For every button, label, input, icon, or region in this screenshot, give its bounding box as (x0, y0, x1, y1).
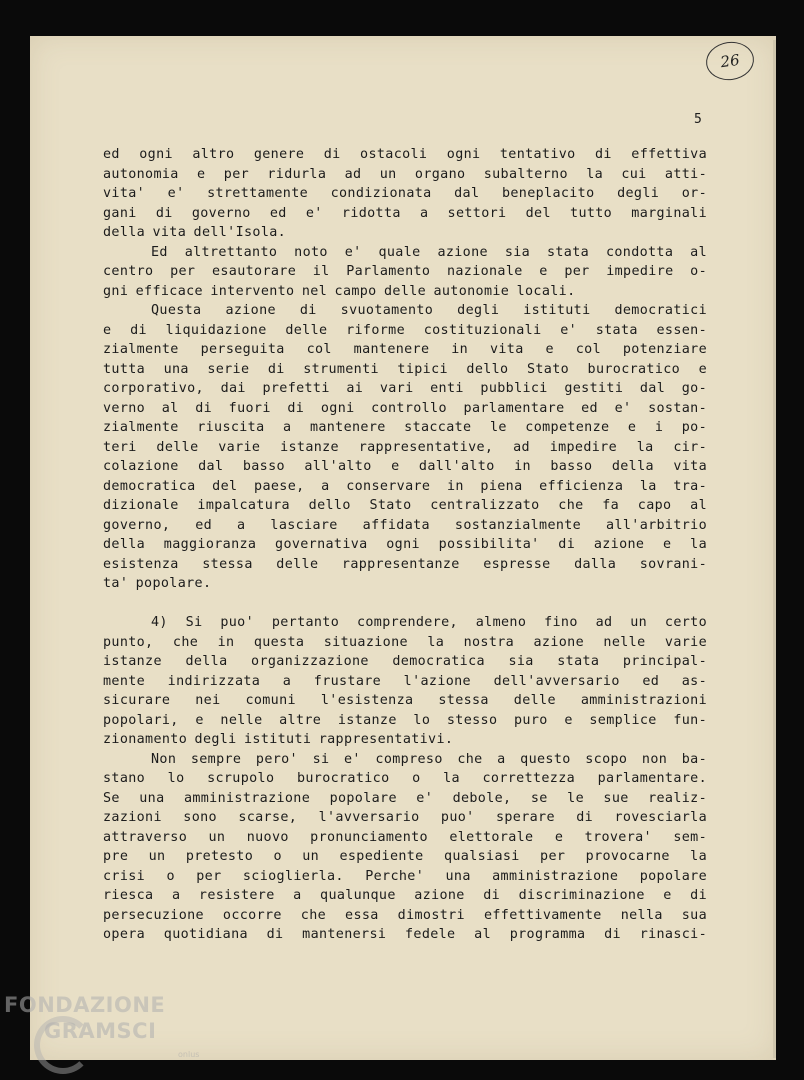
text-line: colazione dal basso all'alto e dall'alto in basso della vita (103, 459, 707, 474)
text-line: democratica del paese, a conservare in piena efficienza la tra- (103, 478, 707, 494)
watermark-small-text: onlus (178, 1050, 200, 1059)
text-line: crisi o per scioglierla. Perche' una amministrazione popolare (103, 868, 707, 884)
text-line: verno al di fuori di ogni controllo parlamentare ed e' sostan- (103, 400, 707, 416)
text-line: ta' popolare. (103, 576, 212, 591)
page-number: 5 (694, 112, 702, 127)
text-line: autonomia e per ridurla ad un organo subalterno la cui atti- (103, 166, 707, 182)
text-line: e di liquidazione delle riforme costituzionali e' stata essen- (103, 322, 707, 338)
document-body (103, 145, 707, 945)
text-line: esistenza stessa delle rappresentanze espresse dalla sovrani- (103, 556, 707, 572)
watermark-line-1: FONDAZIONE (4, 993, 166, 1017)
text-line: mente indirizzata a frustare l'azione dell'avversario ed as- (103, 673, 707, 689)
text-line: corporativo, dai prefetti ai vari enti pubblici gestiti dal go- (103, 381, 707, 396)
text-line: opera quotidiana di mantenersi fedele al programma di rinasci- (103, 927, 707, 942)
text-line: riesca a resistere a qualunque azione di discriminazione e di (103, 888, 707, 903)
paragraph-gap (103, 594, 707, 614)
text-line: ed ogni altro genere di ostacoli ogni tentativo di effettiva (103, 147, 707, 162)
text-line: Questa azione di svuotamento degli istituti democratici (151, 303, 707, 318)
text-line: pre un pretesto o un espediente qualsiasi per provocarne la (103, 849, 707, 864)
text-line: governo, ed a lasciare affidata sostanzialmente all'arbitrio (103, 517, 707, 533)
text-line: 4) Si puo' pertanto comprendere, almeno fino ad un certo (151, 615, 707, 630)
text-line: attraverso un nuovo pronunciamento elettorale e trovera' sem- (103, 829, 707, 845)
text-line: persecuzione occorre che essa dimostri effettivamente nella sua (103, 907, 707, 923)
text-line: teri delle varie istanze rappresentative, ad impedire la cir- (103, 439, 707, 455)
text-line: punto, che in questa situazione la nostra azione nelle varie (103, 634, 707, 650)
text-line: zialmente perseguita col mantenere in vita e col potenziare (103, 342, 707, 357)
text-line: Non sempre pero' si e' compreso che a questo scopo non ba- (151, 751, 707, 767)
page-edge (773, 40, 776, 1058)
text-line: gani di governo ed e' ridotta a settori del tutto marginali (103, 205, 707, 221)
text-line: tutta una serie di strumenti tipici dello Stato burocratico e (103, 361, 707, 377)
text-line: gni efficace intervento nel campo delle autonomie locali. (103, 283, 576, 299)
text-line: istanze della organizzazione democratica sia stata principal- (103, 654, 707, 669)
watermark-logo-icon (34, 1016, 92, 1074)
text-line: dizionale impalcatura dello Stato centralizzato che fa capo al (103, 498, 707, 513)
text-line: stano lo scrupolo burocratico o la correttezza parlamentare. (103, 771, 707, 786)
text-line: zialmente riuscita a mantenere staccate le competenze e i po- (103, 420, 707, 435)
text-line: vita' e' strettamente condizionata dal beneplacito degli or- (103, 186, 707, 201)
text-line: Se una amministrazione popolare e' debole, se le sue realiz- (103, 790, 707, 806)
text-line: sicurare nei comuni l'esistenza stessa delle amministrazioni (103, 693, 707, 708)
text-line: popolari, e nelle altre istanze lo stesso puro e semplice fun- (103, 712, 707, 728)
text-line: Ed altrettanto noto e' quale azione sia stata condotta al (151, 244, 707, 260)
text-line: centro per esautorare il Parlamento nazionale e per impedire o- (103, 264, 707, 279)
text-line: della maggioranza governativa ogni possibilita' di azione e la (103, 537, 707, 552)
text-line: zazioni sono scarse, l'avversario puo' sperare di rovesciarla (103, 810, 707, 825)
archive-number-stamp: 26 (704, 39, 757, 83)
text-line: zionamento degli istituti rappresentativi. (103, 732, 454, 747)
text-line: della vita dell'Isola. (103, 225, 287, 240)
watermark-line-2: GRAMSCI (44, 1019, 157, 1043)
